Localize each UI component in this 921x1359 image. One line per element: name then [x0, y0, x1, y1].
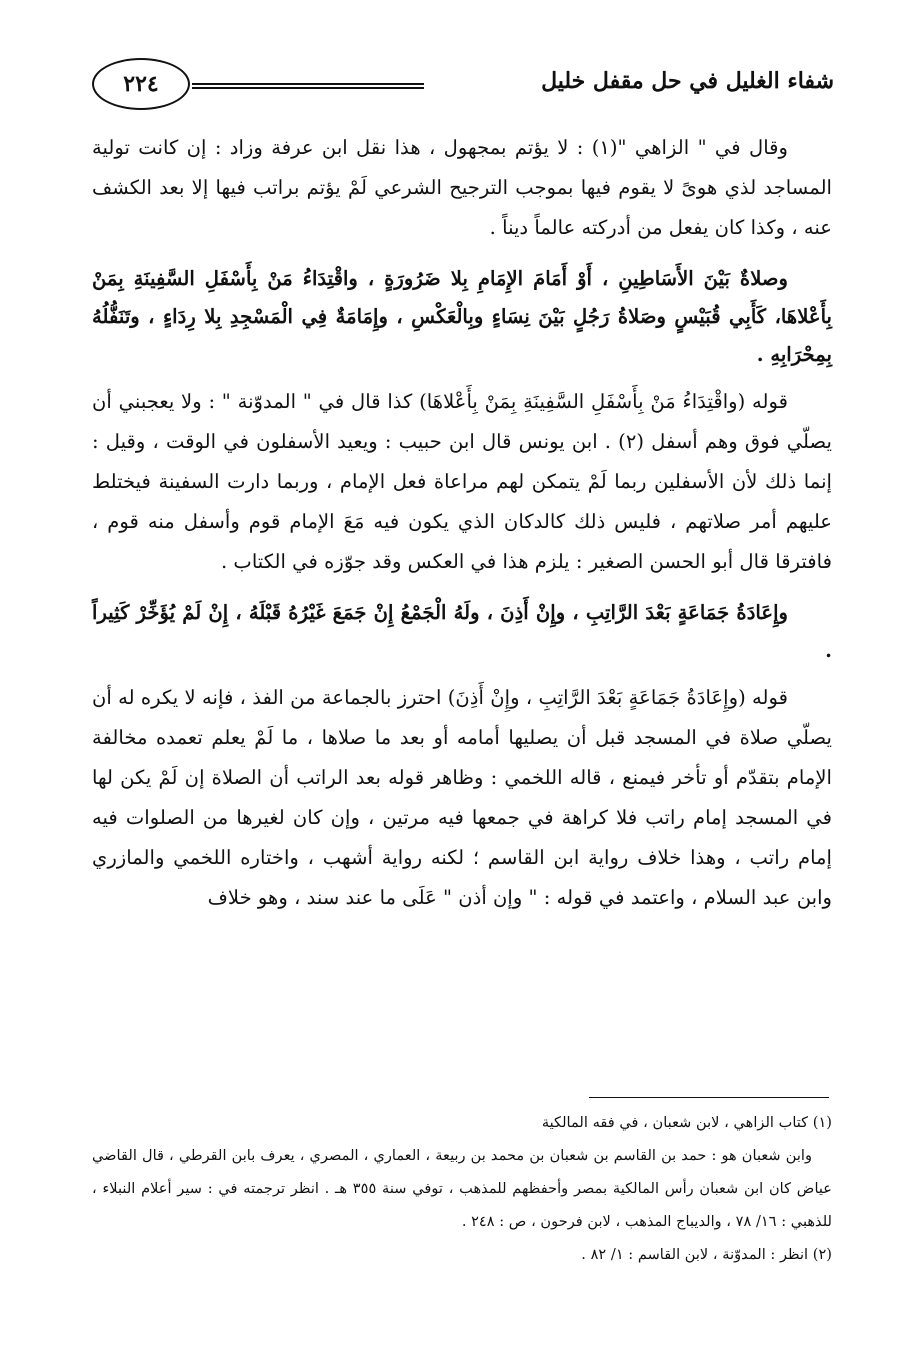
- footnotes: [92, 1106, 832, 1271]
- commentary-paragraph: وقال في " الزاهي "(١) : لا يؤتم بمجهول ، هذا نقل ابن عرفة وزاد : إن كانت تولية المساجد لذي هوىً لا يقوم فيها بموجب الترجيح الشرعي لَمْ يؤتم براتب فيها إلا بعد الكشف عنه ، وكذا كان يفعل من أدركته عالماً ديناً .: [92, 136, 832, 239]
- commentary-paragraph: قوله (وإِعَادَةُ جَمَاعَةٍ بَعْدَ الرَّاتِبِ ، وإِنْ أَذِنَ) احترز بالجماعة من الفذ ، فإنه لا يكره له أن يصلّي صلاة في المسجد قبل أن يصليها أمامه أو بعد ما صلاها ، ما لَمْ يعلم تعمده مخالفة الإمام بتقدّم أو تأخر فيمنع ، قاله اللخمي : وظاهر قوله بعد الراتب أن الصلاة إن لَمْ يكن لها في المسجد إمام راتب فلا كراهة في جمعها فيه مرتين ، وإن كان لغيرها من الصلوات فيه إمام راتب ، وهذا خلاف رواية ابن القاسم ؛ لكنه رواية أشهب ، واختاره اللخمي والمازري وابن عبد السلام ، واعتمد في قوله : " وإن أذن " عَلَى ما عند سند ، وهو خلاف: [92, 686, 832, 909]
- page-number: ٢٢٤: [92, 58, 190, 110]
- matn-paragraph: وإِعَادَةُ جَمَاعَةٍ بَعْدَ الرَّاتِبِ ، وإِنْ أَذِنَ ، ولَهُ الْجَمْعُ إِنْ جَمَعَ غَيْرُهُ قَبْلَهُ ، إِنْ لَمْ يُؤَخِّرْ كَثِيراً .: [92, 601, 832, 662]
- footnote-separator: [589, 1097, 829, 1098]
- footnote-2: (٢) انظر : المدوّنة ، لابن القاسم : ١/ ٨٢ .: [581, 1246, 832, 1263]
- page-header: [92, 58, 834, 116]
- main-text: [92, 128, 832, 918]
- header-rule: [192, 83, 424, 89]
- book-title: شفاء الغليل في حل مقفل خليل: [541, 68, 834, 94]
- footnote-1-title: (١) كتاب الزاهي ، لابن شعبان ، في فقه المالكية: [541, 1114, 832, 1131]
- matn-paragraph: وصلاةٌ بَيْنَ الأَسَاطِينِ ، أَوْ أَمَامَ الإِمَامِ بِلا ضَرُورَةٍ ، واقْتِدَاءُ مَنْ بِأَسْفَلِ السَّفِينَةِ بِمَنْ بِأَعْلاهَا، كَأَبِي قُبَيْسٍ وصَلاةُ رَجُلٍ بَيْنَ نِسَاءٍ وبِالْعَكْسِ ، وإِمَامَةٌ فِي الْمَسْجِدِ بِلا رِدَاءٍ ، وتَنَفُّلُهُ بِمِحْرَابِهِ .: [92, 267, 832, 366]
- footnote-1-body: وابن شعبان هو : حمد بن القاسم بن شعبان بن محمد بن ربيعة ، العماري ، المصري ، يعرف بابن القرطي ، قال القاضي عياض كان ابن شعبان رأس المالكية بمصر وأحفظهم للمذهب ، توفي سنة ٣٥٥ هـ . انظر ترجمته في : سير أعلام النبلاء ، للذهبي : ١٦/ ٧٨ ، والديباج المذهب ، لابن فرحون ، ص : ٢٤٨ .: [92, 1147, 832, 1230]
- commentary-paragraph: قوله (واقْتِدَاءُ مَنْ بِأَسْفَلِ السَّفِينَةِ بِمَنْ بِأَعْلاهَا) كذا قال في " المدوّنة " : ولا يعجبني أن يصلّي فوق وهم أسفل (٢) . ابن يونس قال ابن حبيب : ويعيد الأسفلون في الوقت ، وقيل : إنما ذلك لأن الأسفلين ربما لَمْ يتمكن لهم مراعاة فعل الإمام ، وربما دارت السفينة فيختلط عليهم أمر صلاتهم ، فليس ذلك كالدكان الذي يكون فيه مَعَ الإمام قوم وأسفل منه قوم ، فافترقا قال أبو الحسن الصغير : يلزم هذا في العكس وقد جوّزه في الكتاب .: [92, 390, 832, 573]
